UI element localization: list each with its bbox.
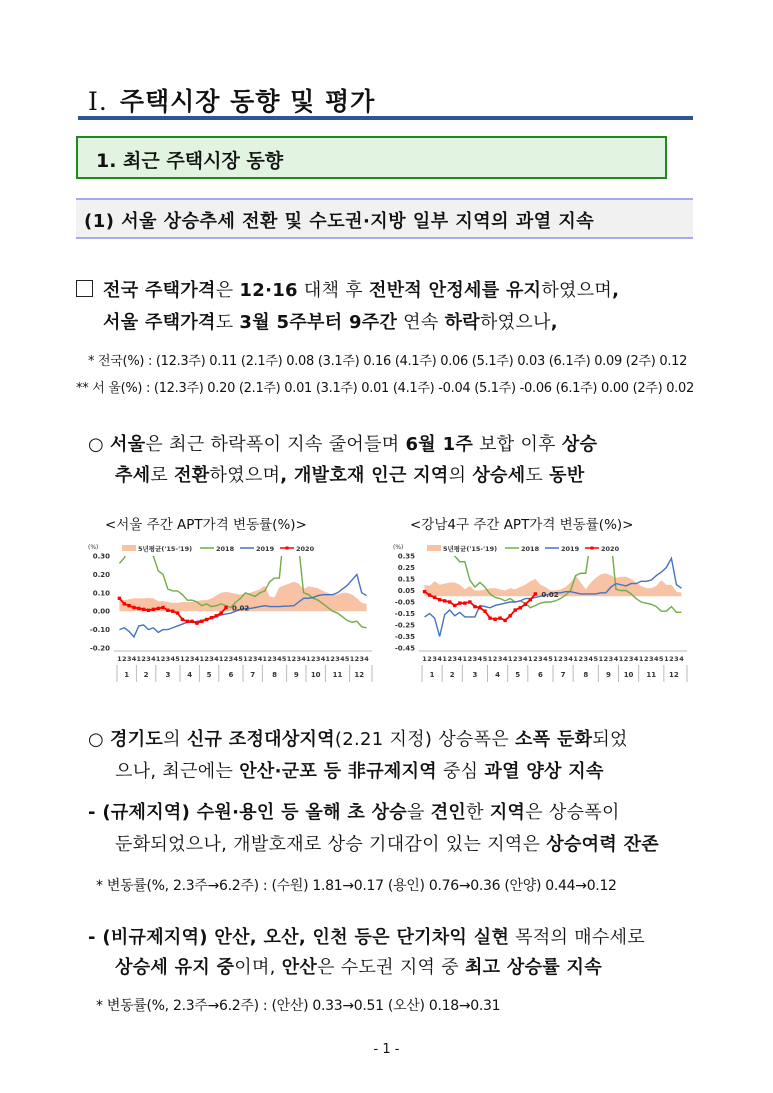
x-week-label: 4 [477, 655, 483, 663]
x-week-label: 5 [175, 655, 180, 663]
x-week-label: 4 [151, 655, 156, 663]
data-point-2020 [524, 603, 527, 606]
text-segment: 으나, 최근에는 [115, 761, 240, 782]
x-week-label: 1 [199, 655, 205, 663]
data-point-2020 [210, 616, 213, 619]
checkbox-bullet-icon [76, 280, 93, 297]
x-week-label: 4 [437, 655, 442, 663]
x-week-label: 2 [533, 655, 538, 663]
paragraph-line [88, 725, 628, 751]
y-tick-label: -0.15 [394, 610, 415, 618]
y-tick-label: -0.05 [394, 598, 415, 607]
data-point-2020 [463, 601, 466, 604]
x-week-label: 3 [315, 655, 321, 663]
data-point-2020 [478, 606, 481, 609]
x-week-label: 3 [674, 655, 679, 663]
text-segment: 은 최근 하락폭이 지속 줄어들며 [145, 434, 406, 455]
data-point-2020 [142, 608, 145, 611]
x-week-label: 4 [502, 655, 508, 663]
emphasis-text: - (비규제지역) 안산, 오산, 인천 등은 단기차익 실현 [88, 927, 510, 948]
legend-marker [591, 547, 594, 550]
data-point-2020 [453, 604, 456, 607]
x-month-label: 11 [332, 671, 343, 679]
emphasis-text: 전환 [174, 465, 210, 486]
text-segment: 의 [163, 729, 187, 750]
emphasis-text: 상승세 [472, 465, 526, 486]
chapter-number: Ⅰ. [88, 87, 108, 116]
chart-caption: <강남4구 주간 APT가격 변동률(%)> [410, 517, 634, 533]
x-month-label: 6 [537, 671, 543, 679]
legend-swatch [122, 545, 136, 551]
text-segment: 도 [525, 465, 550, 486]
x-week-label: 3 [296, 655, 301, 663]
y-tick-label: 0.25 [397, 564, 415, 572]
data-point-2020 [215, 614, 218, 617]
x-week-label: 5 [344, 655, 350, 663]
x-week-label: 2 [603, 655, 609, 663]
x-week-label: 4 [654, 655, 659, 663]
x-month-label: 9 [293, 671, 299, 679]
footnote: * 변동률(%, 2.3주→6.2주) : (안산) 0.33→0.51 (오산) 0.18→0.31 [96, 998, 501, 1014]
text-segment: 을 [407, 802, 431, 823]
emphasis-text: 안산·군포 등 非규제지역 [239, 761, 437, 782]
paragraph-line [115, 757, 604, 783]
text-segment: 둔화되었으나, 개발호재로 상승 기대감이 있는 지역은 [115, 834, 547, 855]
heading-divider [78, 116, 693, 120]
x-week-label: 2 [467, 655, 473, 663]
subsection-box [76, 198, 693, 239]
x-month-label: 8 [583, 671, 589, 679]
x-week-label: 3 [628, 655, 634, 663]
x-week-label: 1 [422, 655, 427, 663]
x-week-label: 2 [427, 655, 432, 663]
data-point-2020 [508, 614, 511, 617]
y-tick-label: 0.20 [92, 570, 110, 579]
text-segment: 보합 이후 [473, 434, 562, 455]
y-unit-label: (%) [88, 544, 99, 551]
data-point-2020 [488, 616, 491, 619]
paragraph-line [88, 798, 620, 824]
x-month-label: 4 [495, 671, 501, 679]
x-week-label: 2 [447, 655, 452, 663]
x-week-label: 5 [659, 655, 664, 663]
x-week-label: 4 [214, 655, 219, 663]
emphasis-text: 6월 1주 [405, 434, 474, 455]
emphasis-text: 안산 [281, 957, 318, 978]
text-segment: 도 [215, 312, 240, 333]
x-week-label: 1 [638, 655, 644, 663]
text-segment: (2.21 지정) 상승폭은 [334, 729, 516, 750]
x-week-label: 4 [320, 655, 326, 663]
x-week-label: 2 [141, 655, 146, 663]
x-week-label: 3 [517, 655, 523, 663]
legend-label: 2018 [521, 545, 540, 553]
data-point-2020 [423, 590, 426, 593]
data-point-2020 [123, 602, 126, 605]
data-point-2020 [438, 598, 441, 601]
x-week-label: 1 [117, 655, 122, 663]
x-week-label: 3 [189, 655, 195, 663]
x-week-label: 1 [325, 655, 331, 663]
x-week-label: 1 [243, 655, 248, 663]
section-box [76, 136, 667, 179]
data-point-2020 [176, 611, 179, 614]
x-week-label: 1 [180, 655, 185, 663]
data-point-2020 [529, 598, 532, 601]
data-point-2020 [186, 620, 189, 623]
x-week-label: 1 [286, 655, 292, 663]
gangnam-chart [385, 532, 695, 682]
x-week-label: 2 [204, 655, 209, 663]
x-month-label: 7 [560, 671, 566, 679]
x-week-label: 2 [578, 655, 583, 663]
data-point-2020 [428, 593, 431, 596]
text-segment: ○ [88, 729, 111, 750]
text-segment: 은 상승폭이 [525, 802, 620, 823]
chapter-heading [88, 82, 375, 118]
x-week-label: 2 [669, 655, 674, 663]
emphasis-text: 하락 [444, 312, 480, 333]
y-unit-label: (%) [393, 544, 404, 551]
x-month-label: 2 [449, 671, 455, 679]
x-week-label: 3 [497, 655, 503, 663]
data-point-2020 [147, 609, 150, 612]
x-week-label: 2 [643, 655, 649, 663]
x-month-label: 10 [623, 671, 634, 679]
data-label: 0.02 [232, 604, 250, 613]
paragraph-line [103, 308, 558, 334]
data-point-2020 [498, 616, 501, 619]
x-week-label: 1 [462, 655, 468, 663]
x-week-label: 3 [359, 655, 364, 663]
text-segment: 은 수도권 지역 중 [317, 957, 465, 978]
data-point-2020 [181, 618, 184, 621]
legend-swatch [427, 545, 441, 551]
paragraph-line [115, 461, 585, 487]
emphasis-text: 경기도 [110, 729, 164, 750]
emphasis-text: 신규 조정대상지역 [186, 729, 335, 750]
legend-label: 2019 [561, 545, 580, 553]
x-week-label: 3 [209, 655, 214, 663]
plot-area [423, 539, 682, 637]
x-week-label: 4 [633, 655, 639, 663]
x-week-label: 3 [335, 655, 340, 663]
emphasis-text: 지역 [489, 802, 526, 823]
x-week-label: 4 [568, 655, 573, 663]
x-week-label: 3 [252, 655, 258, 663]
chart-caption: <서울 주간 APT가격 변동률(%)> [105, 517, 307, 533]
emphasis-text: 3월 5주부터 9주간 [239, 312, 398, 333]
data-point-2020 [171, 610, 174, 613]
x-month-label: 12 [354, 671, 365, 679]
x-month-label: 7 [250, 671, 256, 679]
text-segment: 하였으며 [541, 280, 613, 301]
x-month-label: 6 [228, 671, 234, 679]
text-segment: 은 [215, 280, 240, 301]
text-segment: 되었 [592, 729, 628, 750]
x-week-label: 4 [194, 655, 200, 663]
footnote: ** 서 울(%) : (12.3주) 0.20 (2.1주) 0.01 (3.1주) 0.01 (4.1주) -0.04 (5.1주) -0.06 (6.1주) 0.00 (2주) 0.02 [76, 381, 694, 396]
y-tick-label: -0.25 [394, 621, 415, 630]
data-point-2020 [161, 606, 164, 609]
data-point-2020 [433, 596, 436, 599]
y-tick-label: 0.05 [397, 587, 415, 595]
legend-label: 2018 [216, 545, 235, 553]
x-week-label: 3 [272, 655, 277, 663]
x-week-label: 3 [608, 655, 614, 663]
x-week-label: 2 [185, 655, 190, 663]
x-week-label: 1 [218, 655, 224, 663]
emphasis-text: 소폭 둔화 [515, 729, 593, 750]
x-week-label: 3 [126, 655, 132, 663]
x-week-label: 1 [528, 655, 533, 663]
x-week-label: 3 [538, 655, 543, 663]
legend-label: 5년평균('15-'19) [138, 545, 193, 553]
data-point-2020 [190, 620, 193, 623]
data-point-2020 [483, 610, 486, 613]
data-point-2020 [195, 621, 198, 624]
emphasis-text: 상승세 유지 중 [115, 957, 235, 978]
seoul-chart [80, 532, 380, 682]
footnote: * 변동률(%, 2.3주→6.2주) : (수원) 1.81→0.17 (용인) 0.76→0.36 (안양) 0.44→0.12 [96, 878, 617, 894]
x-week-label: 2 [311, 655, 316, 663]
y-tick-label: 0.15 [397, 575, 415, 584]
data-point-2020 [443, 599, 446, 602]
x-week-label: 1 [507, 655, 513, 663]
emphasis-text: 견인 [430, 802, 467, 823]
x-week-label: 4 [131, 655, 137, 663]
data-point-2020 [166, 609, 169, 612]
emphasis-text: 상승여력 잔존 [546, 834, 659, 855]
x-month-label: 11 [646, 671, 657, 679]
x-week-label: 5 [281, 655, 287, 663]
x-week-label: 4 [523, 655, 528, 663]
data-point-2020 [118, 597, 121, 600]
data-point-2020 [503, 619, 506, 622]
text-segment: 의 [448, 465, 473, 486]
x-week-label: 2 [512, 655, 518, 663]
paragraph-line [76, 276, 619, 302]
emphasis-text: 동반 [549, 465, 585, 486]
y-tick-label: -0.20 [89, 644, 110, 653]
emphasis-text: 최고 상승률 지속 [464, 957, 602, 978]
subsection-title: (1) 서울 상승추세 전환 및 수도권·지방 일부 지역의 과열 지속 [84, 211, 595, 232]
paragraph-line [88, 923, 645, 949]
emphasis-text: 전반적 안정세를 유지 [369, 280, 542, 301]
x-week-label: 3 [583, 655, 589, 663]
x-month-label: 2 [143, 671, 149, 679]
paragraph-line [115, 830, 659, 856]
x-week-label: 1 [598, 655, 604, 663]
x-month-label: 10 [310, 671, 321, 679]
x-month-label: 5 [515, 671, 521, 679]
x-week-label: 1 [573, 655, 578, 663]
data-point-2020 [493, 618, 496, 621]
page-number: - 1 - [373, 1042, 400, 1057]
x-week-label: 4 [613, 655, 619, 663]
text-segment: 이며, [234, 957, 282, 978]
emphasis-text: 전국 주택가격 [103, 280, 216, 301]
emphasis-text: , [612, 280, 620, 301]
x-month-label: 3 [472, 671, 478, 679]
x-week-label: 1 [136, 655, 142, 663]
text-segment: 중심 [436, 761, 485, 782]
x-week-label: 5 [238, 655, 243, 663]
data-point-2020 [534, 592, 537, 595]
x-week-label: 1 [306, 655, 311, 663]
emphasis-text: 서울 [110, 434, 146, 455]
data-point-2020 [137, 607, 140, 610]
x-week-label: 4 [301, 655, 306, 663]
x-week-label: 2 [558, 655, 563, 663]
emphasis-text: 상승 [561, 434, 598, 455]
x-week-label: 3 [432, 655, 437, 663]
emphasis-text: 12·16 [239, 280, 298, 301]
x-week-label: 1 [155, 655, 161, 663]
x-week-label: 4 [457, 655, 463, 663]
x-week-label: 2 [291, 655, 297, 663]
paragraph-line [115, 953, 602, 979]
emphasis-text: , 개발호재 인근 지역 [280, 465, 449, 486]
y-tick-label: 0.00 [92, 607, 110, 616]
legend-marker [286, 547, 289, 550]
x-week-label: 1 [487, 655, 493, 663]
x-week-label: 5 [482, 655, 488, 663]
x-week-label: 4 [364, 655, 369, 663]
x-week-label: 5 [548, 655, 553, 663]
emphasis-text: - (규제지역) 수원·용인 등 올해 초 상승 [88, 802, 407, 823]
data-point-2020 [219, 611, 222, 614]
x-week-label: 1 [349, 655, 355, 663]
x-month-label: 8 [272, 671, 277, 679]
x-week-label: 1 [553, 655, 558, 663]
x-week-label: 1 [618, 655, 624, 663]
x-week-label: 2 [492, 655, 498, 663]
data-point-2020 [468, 600, 471, 603]
x-month-label: 9 [605, 671, 611, 679]
x-week-label: 4 [340, 655, 345, 663]
x-week-label: 3 [648, 655, 654, 663]
data-point-2020 [519, 606, 522, 609]
x-week-label: 2 [122, 655, 127, 663]
x-week-label: 2 [354, 655, 360, 663]
x-month-label: 1 [429, 671, 435, 679]
x-week-label: 2 [248, 655, 253, 663]
x-month-label: 1 [124, 671, 130, 679]
x-week-label: 5 [593, 655, 599, 663]
y-tick-label: -0.35 [394, 633, 415, 641]
data-point-2020 [458, 601, 461, 604]
data-point-2020 [224, 606, 227, 609]
x-week-label: 4 [170, 655, 175, 663]
section-title: 1. 최근 주택시장 동향 [96, 150, 284, 172]
x-week-label: 4 [257, 655, 263, 663]
y-tick-label: 0.35 [397, 552, 415, 561]
chapter-title: 주택시장 동향 및 평가 [119, 87, 376, 116]
x-week-label: 3 [452, 655, 458, 663]
legend-label: 2020 [601, 545, 620, 553]
data-point-2020 [152, 608, 155, 611]
y-tick-label: -0.45 [394, 644, 415, 653]
data-point-2020 [200, 620, 203, 623]
data-point-2020 [514, 608, 517, 611]
emphasis-text: , [550, 312, 558, 333]
x-week-label: 4 [233, 655, 238, 663]
data-point-2020 [448, 600, 451, 603]
paragraph-line [88, 430, 597, 456]
text-segment: 한 [466, 802, 490, 823]
data-point-2020 [156, 607, 159, 610]
emphasis-text: 서울 주택가격 [103, 312, 216, 333]
x-week-label: 3 [146, 655, 151, 663]
data-point-2020 [205, 618, 208, 621]
x-month-label: 4 [187, 671, 193, 679]
data-point-2020 [473, 605, 476, 608]
emphasis-text: 과열 양상 지속 [484, 761, 604, 782]
x-month-label: 5 [206, 671, 212, 679]
x-week-label: 3 [563, 655, 568, 663]
data-point-2020 [132, 606, 135, 609]
x-week-label: 4 [679, 655, 684, 663]
text-segment: 로 [150, 465, 175, 486]
x-week-label: 3 [472, 655, 478, 663]
text-segment: 목적의 매수세로 [509, 927, 645, 948]
text-segment: 대책 후 [297, 280, 369, 301]
x-week-label: 4 [588, 655, 594, 663]
x-week-label: 4 [543, 655, 548, 663]
y-tick-label: 0.10 [92, 589, 110, 598]
x-week-label: 1 [262, 655, 268, 663]
footnote: * 전국(%) : (12.3주) 0.11 (2.1주) 0.08 (3.1주) 0.16 (4.1주) 0.06 (5.1주) 0.03 (6.1주) 0.09 (2주) 0.12 [88, 354, 688, 369]
x-week-label: 2 [160, 655, 166, 663]
text-segment: ○ [88, 434, 111, 455]
data-label: 0.02 [541, 590, 559, 599]
legend-label: 5년평균('15-'19) [443, 545, 498, 553]
x-week-label: 1 [664, 655, 669, 663]
text-segment: 하였으며 [209, 465, 281, 486]
emphasis-text: 추세 [115, 465, 151, 486]
x-week-label: 2 [267, 655, 272, 663]
x-week-label: 2 [623, 655, 629, 663]
text-segment: 하였으나 [479, 312, 551, 333]
x-month-label: 12 [669, 671, 679, 679]
y-tick-label: -0.10 [89, 626, 110, 635]
x-week-label: 1 [442, 655, 447, 663]
text-segment: 연속 [397, 312, 445, 333]
x-week-label: 3 [165, 655, 171, 663]
x-week-label: 4 [277, 655, 282, 663]
legend-label: 2019 [256, 545, 275, 553]
x-week-label: 2 [223, 655, 229, 663]
x-week-label: 3 [228, 655, 234, 663]
y-tick-label: 0.30 [92, 552, 110, 561]
data-point-2020 [127, 604, 130, 607]
x-month-label: 3 [165, 671, 171, 679]
x-week-label: 2 [330, 655, 335, 663]
legend-label: 2020 [296, 545, 315, 553]
